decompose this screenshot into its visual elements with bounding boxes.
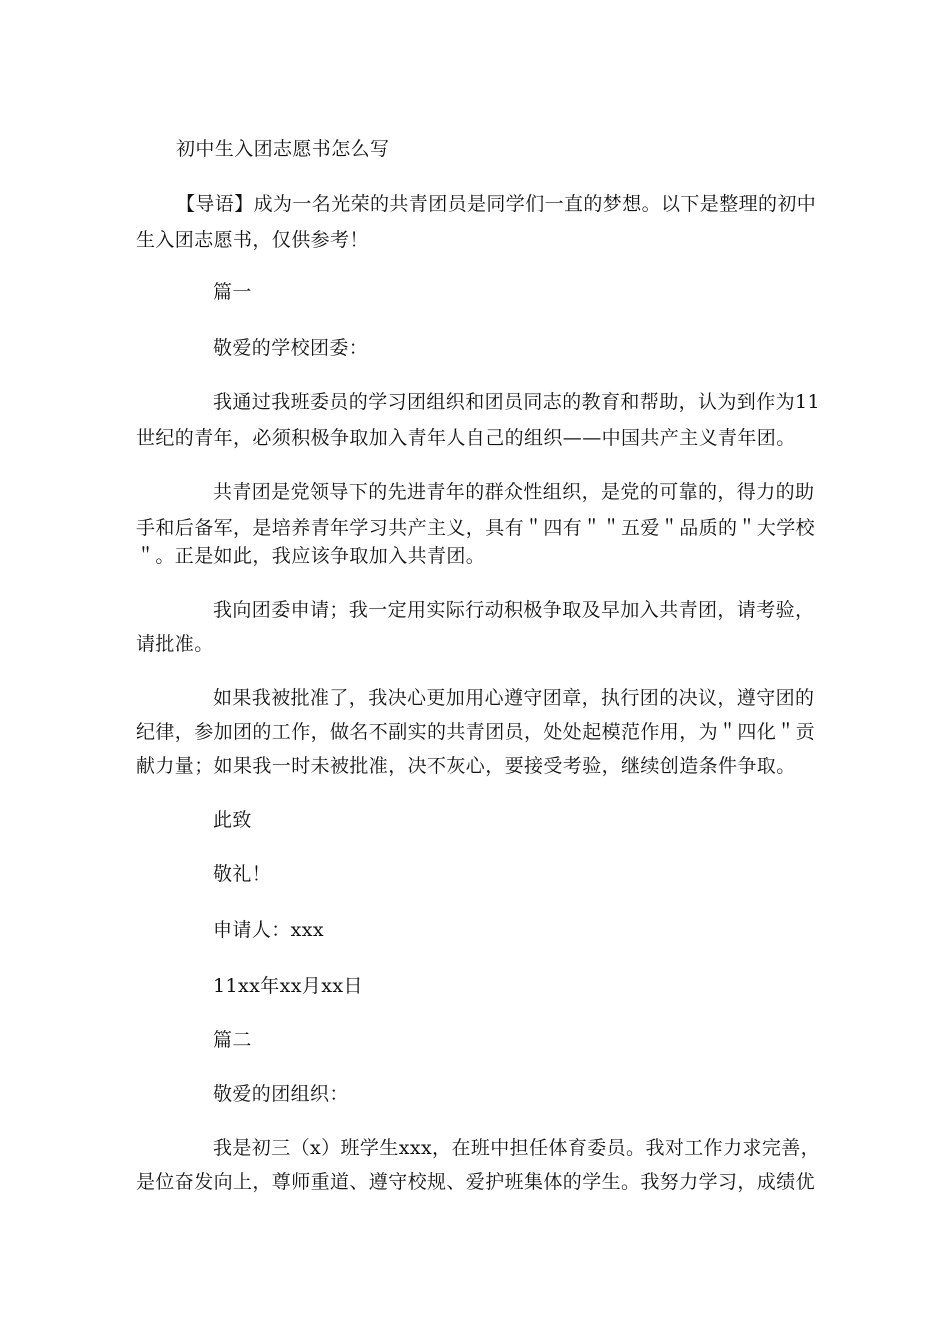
section-1-paragraph-4-line-1: 如果我被批准了，我决心更加用心遵守团章，执行团的决议，遵守团的 bbox=[213, 687, 815, 709]
section-2-paragraph-1-line-2: 是位奋发向上，尊师重道、遵守校规、爱护班集体的学生。我努力学习，成绩优 bbox=[136, 1171, 816, 1193]
section-2-heading: 篇二 bbox=[213, 1029, 252, 1051]
section-1-paragraph-2-line-2: 手和后备军，是培养青年学习共产主义，具有＂四有＂＂五爱＂品质的＂大学校 bbox=[136, 517, 816, 539]
section-1-regards: 敬礼！ bbox=[213, 863, 272, 885]
section-1-paragraph-3-line-2: 请批准。 bbox=[136, 633, 214, 655]
section-1-paragraph-3-line-1: 我向团委申请；我一定用实际行动积极争取及早加入共青团，请考验， bbox=[213, 599, 815, 621]
section-1-applicant: 申请人：xxx bbox=[213, 919, 324, 941]
section-1-closing: 此致 bbox=[213, 809, 252, 831]
section-1-paragraph-1-line-2: 世纪的青年，必须积极争取加入青年人自己的组织——中国共产主义青年团。 bbox=[136, 427, 796, 449]
intro-line-2: 生入团志愿书，仅供参考！ bbox=[136, 229, 369, 251]
section-1-paragraph-2-line-3: ＂。正是如此，我应该争取加入共青团。 bbox=[136, 545, 486, 567]
section-1-paragraph-1-line-1: 我通过我班委员的学习团组织和团员同志的教育和帮助，认为到作为11 bbox=[213, 391, 820, 413]
section-1-date: 11xx年xx月xx日 bbox=[213, 975, 363, 997]
intro-line-1: 【导语】成为一名光荣的共青团员是同学们一直的梦想。以下是整理的初中 bbox=[176, 193, 817, 215]
section-1-paragraph-4-line-2: 纪律，参加团的工作，做名不副实的共青团员，处处起模范作用，为＂四化＂贡 bbox=[136, 721, 816, 743]
section-1-paragraph-4-line-3: 献力量；如果我一时未被批准，决不灰心，要接受考验，继续创造条件争取。 bbox=[136, 755, 796, 777]
section-2-salutation: 敬爱的团组织： bbox=[213, 1083, 349, 1105]
section-2-paragraph-1-line-1: 我是初三（x）班学生xxx，在班中担任体育委员。我对工作力求完善， bbox=[213, 1137, 821, 1159]
section-1-heading: 篇一 bbox=[213, 281, 252, 303]
section-1-paragraph-2-line-1: 共青团是党领导下的先进青年的群众性组织，是党的可靠的，得力的助 bbox=[213, 481, 815, 503]
section-1-salutation: 敬爱的学校团委： bbox=[213, 337, 369, 359]
document-title: 初中生入团志愿书怎么写 bbox=[176, 138, 390, 160]
